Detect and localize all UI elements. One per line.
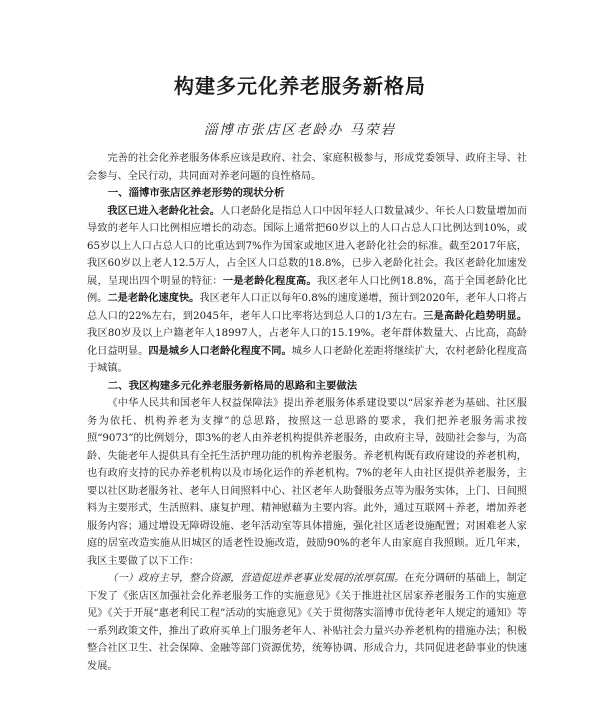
feature-4-text: 城乡人口老龄化差距将继续扩大，农村老龄化程度高于城镇。 [87, 345, 528, 374]
section-1-heading: 一、淄博市张店区养老形势的现状分析 [107, 187, 285, 199]
article-byline: 淄博市张店区老龄办 马荣岩 [203, 122, 397, 138]
subsection-1-text: 在充分调研的基础上，制定下发了《张店区加强社会化养老服务工作的实施意见》《关于推进社区居家养老服务工作的实施意见》《关于开展“惠老利民工程”活动的实施意见》《关于贯彻落实淄博市优待老年人规定的通知》等一系列政策文件，推出了政府买单上门服务老年人、补贴社会力量兴办养老机构的措施办法；积极整合社区卫生、社会保障、金融等部门资源优势，统筹协调、形成合力，共同促进老龄事业的快速发展。 [87, 573, 527, 672]
aging-society-text: 人口老龄化是指总人口中因年轻人口数量减少、年长人口数量增加而导致的老年人口比例相应增长的动态。国际上通常把60岁以上的人口占总人口比例达到10%，或65岁以上人口占总人口的比重达到7%作为国家或地区进入老龄化社会的标准。截至2017年底，我区60岁以上老人12.5万人，占全区人口总数的18.8%，已步入老龄化社会。我区老龄化加速发展，呈现出四个明显的特征： [87, 205, 527, 287]
article-body [87, 150, 527, 675]
feature-2-lead: 二是老龄化速度快。 [107, 292, 200, 304]
feature-2-text: 我区老年人口正以每年0.8%的速度递增，预计到2020年，老年人口将占总人口的22%左右，到2045年，老年人口比率将达到总人口的1/3左右。 [87, 293, 528, 322]
feature-1-text: 我区老年人口比例18.8%，高于全国老龄化比例。 [87, 275, 527, 304]
aging-society-lead: 我区已进入老龄化社会。 [107, 204, 220, 217]
section-2-heading: 二、我区构建多元化养老服务新格局的思路和主要做法 [107, 379, 358, 392]
feature-4-lead: 四是城乡人口老龄化程度不同。 [148, 344, 292, 357]
section-2-paragraph: 《中华人民共和国老年人权益保障法》提出养老服务体系建设要以“居家养老为基础、社区服务为依托、机构养老为支撑”的总思路，按照这一总思路的要求，我们把养老服务需求按照“9073”的比例划分，即3%的老人由养老机构提供养老服务，由政府主导，鼓励社会参与，为高龄、失能老年人提供具有全托生活护理功能的机构养老服务。养老机构既有政府建设的养老机构，也有政府支持的民办养老机构以及市场化运作的养老机构。7%的老年人由社区提供养老服务，主要以社区助老服务社、老年人日间照料中心、社区老年人助餐服务点等为服务实体，上门、日间照料为主要形式，生活照料、康复护理、精神慰藉为主要内容。此外，通过互联网＋养老，增加养老服务内容；通过增设无障碍设施、老年活动室等具体措施，强化社区适老设施配置；对困难老人家庭的居室改造实施从旧城区的适老性设施改造，鼓励90%的老年人由家庭自我照顾。近几年来，我区主要做了以下工作： [87, 398, 527, 567]
feature-3-lead: 三是高龄化趋势明显。 [423, 309, 528, 322]
feature-1-lead: 一是老龄化程度高。 [222, 274, 317, 287]
subsection-1-paragraph [87, 570, 527, 675]
feature-3-text: 我区80岁及以上户籍老年人18997人，占老年人口的15.19%。老年群体数量大、占比高，高龄化日益明显。 [87, 328, 527, 357]
subsection-1-lead: （一）政府主导，整合资源，营造促进养老事业发展的浓厚氛围。 [107, 573, 405, 584]
article-title: 构建多元化养老服务新格局 [174, 74, 426, 98]
section-1-paragraph [87, 203, 527, 378]
intro-paragraph: 完善的社会化养老服务体系应该是政府、社会、家庭积极参与，形成党委领导、政府主导、社会参与、全民行动，共同面对养老问题的良性格局。 [87, 153, 527, 182]
